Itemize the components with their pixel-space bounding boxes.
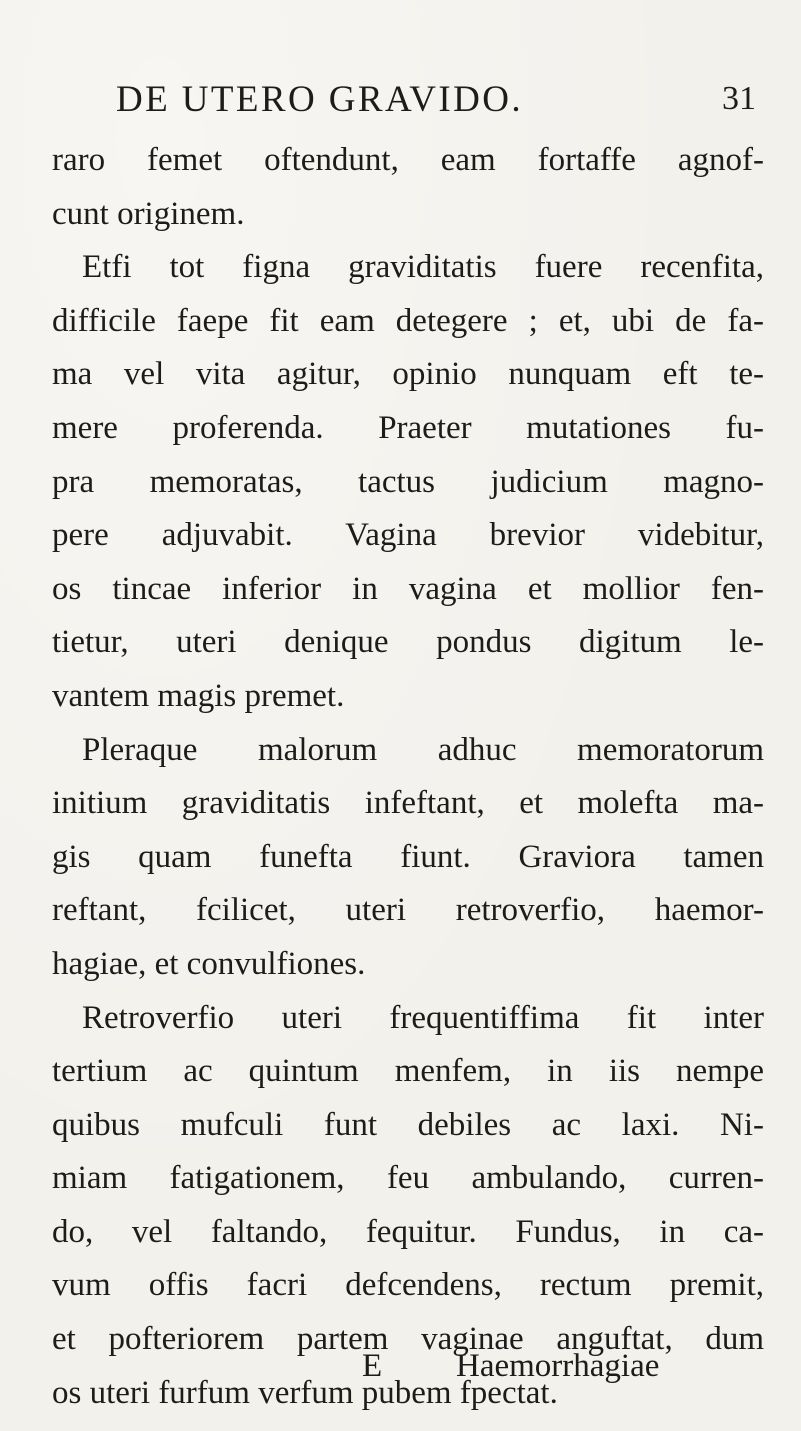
text-line: Retroverfio uteri frequentiffima fit inter [82,999,764,1036]
text-line: os uteri furfum verfum pubem fpectat. [52,1374,558,1411]
text-line: difficile faepe fit eam detegere ; et, ubi de fa- [52,302,764,339]
text-line: os tincae inferior in vagina et mollior fen- [52,570,764,607]
body-text [52,134,764,1420]
page-footer [0,1348,801,1404]
text-line: miam fatigationem, feu ambulando, curren- [52,1160,764,1197]
text-line: vum offis facri defcendens, rectum premit, [52,1267,764,1304]
text-line: Pleraque malorum adhuc memoratorum [82,731,764,768]
page-number: 31 [722,80,756,117]
text-line: hagiae, et convulfiones. [52,945,366,982]
text-line: tietur, uteri denique pondus digitum le- [52,624,764,661]
text-line: Etfi tot figna graviditatis fuere recenfita, [82,249,764,286]
running-title: DE UTERO GRAVIDO. [116,79,524,120]
text-line: quibus mufculi funt debiles ac laxi. Ni- [52,1106,764,1143]
text-line: vantem magis premet. [52,677,345,714]
text-line: do, vel faltando, fequitur. Fundus, in ca- [52,1213,764,1250]
signature-mark: E [362,1348,383,1384]
text-line: ma vel vita agitur, opinio nunquam eft te- [52,356,764,393]
page-header [116,78,756,128]
text-line: pere adjuvabit. Vagina brevior videbitur, [52,517,764,554]
text-line: initium graviditatis infeftant, et molefta ma- [52,785,764,822]
text-line: gis quam funefta fiunt. Graviora tamen [52,838,764,875]
text-line: et pofteriorem partem vaginae anguftat, dum [52,1321,764,1358]
text-line: cunt originem. [52,195,245,232]
text-line: reftant, fcilicet, uteri retroverfio, haemor- [52,892,764,929]
catchword: Haemorrhagiae [456,1348,660,1384]
text-line: pra memoratas, tactus judicium magno- [52,463,764,500]
text-line: mere proferenda. Praeter mutationes fu- [52,409,764,446]
text-line: tertium ac quintum menfem, in iis nempe [52,1053,764,1090]
text-line: raro femet oftendunt, eam fortaffe agnof- [52,142,764,178]
